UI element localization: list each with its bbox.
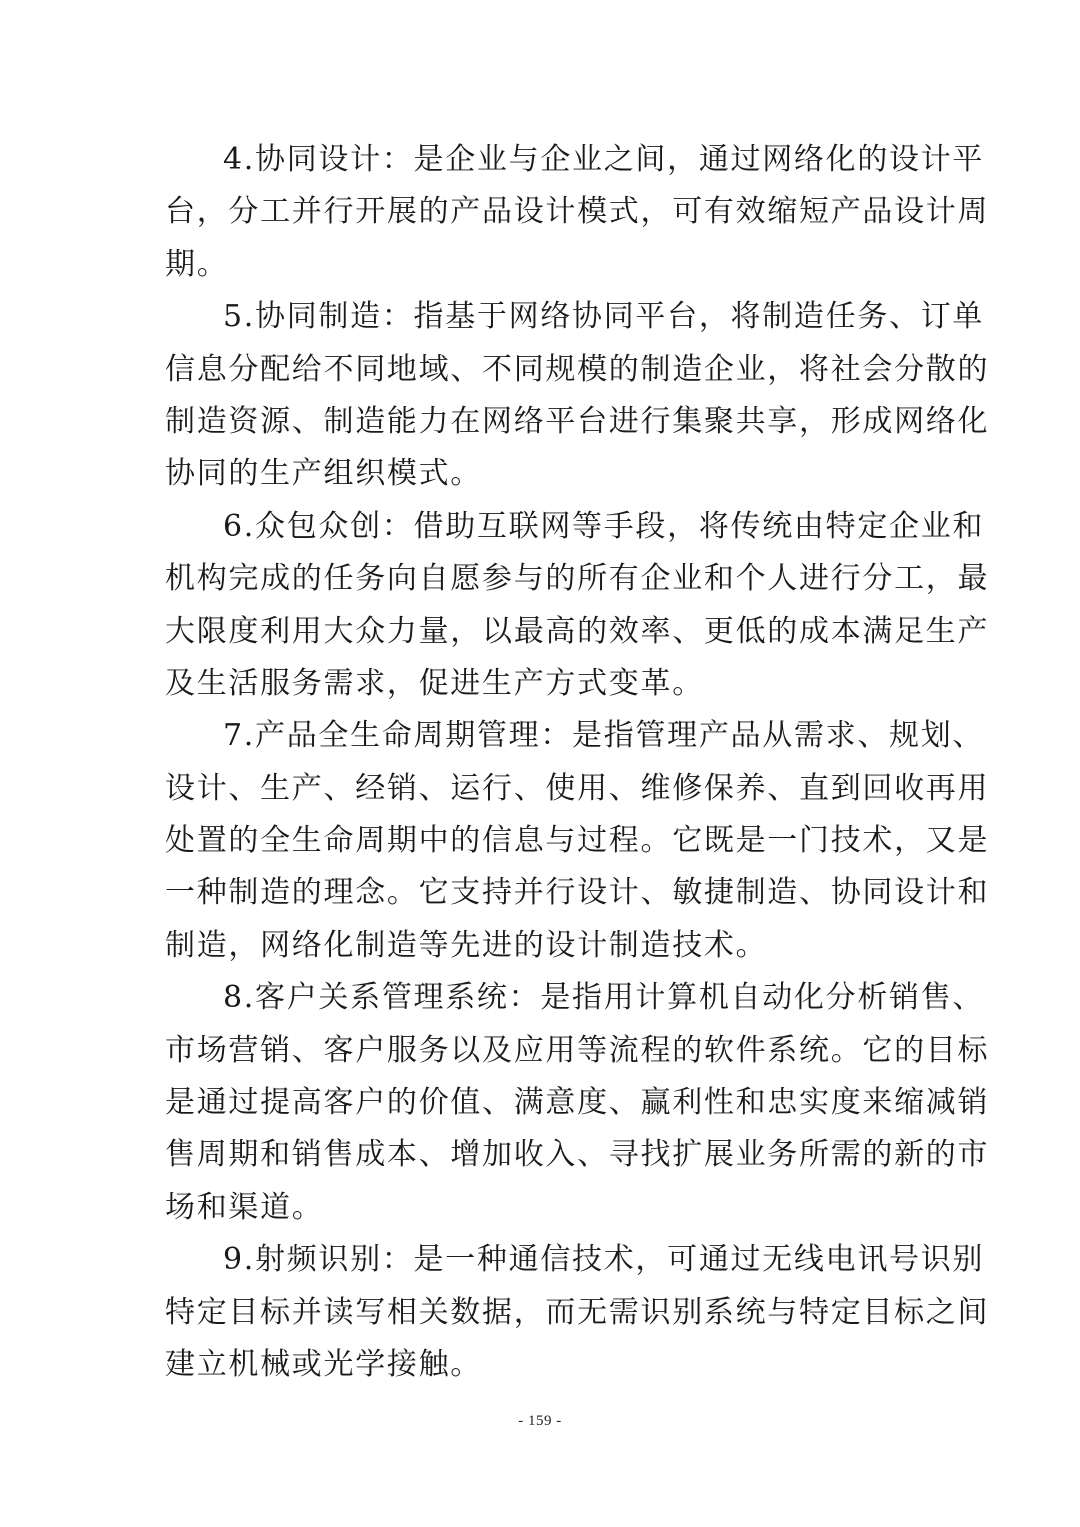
text-line: 一种制造的理念。它支持并行设计、敏捷制造、协同设计和 (165, 875, 990, 911)
text-line: 4.协同设计：是企业与企业之间，通过网络化的设计平 (223, 142, 985, 177)
paragraph-rfid (165, 1234, 990, 1391)
text-line: 信息分配给不同地域、不同规模的制造企业，将社会分散的 (165, 351, 990, 387)
text-line: 协同的生产组织模式。 (165, 456, 482, 492)
paragraph-crowdsourcing (165, 501, 990, 711)
text-line: 建立机械或光学接触。 (165, 1346, 482, 1382)
text-line: 8.客户关系管理系统：是指用计算机自动化分析销售、 (223, 980, 985, 1016)
page-number: - 159 - (518, 1413, 562, 1429)
paragraph-collaborative-design (165, 134, 990, 291)
text-line: 是通过提高客户的价值、满意度、赢利性和忠实度来缩减销 (165, 1085, 990, 1121)
text-line: 市场营销、客户服务以及应用等流程的软件系统。它的目标 (165, 1032, 990, 1068)
text-line: 机构完成的任务向自愿参与的所有企业和个人进行分工，最 (165, 561, 990, 597)
text-line: 制造，网络化制造等先进的设计制造技术。 (165, 927, 768, 963)
body-text (165, 134, 990, 1391)
paragraph-product-lifecycle-management (165, 710, 990, 972)
text-line: 处置的全生命周期中的信息与过程。它既是一门技术，又是 (165, 823, 990, 859)
paragraph-crm-system (165, 972, 990, 1234)
text-line: 6.众包众创：借助互联网等手段，将传统由特定企业和 (223, 508, 985, 544)
text-line: 及生活服务需求，促进生产方式变革。 (165, 665, 704, 701)
text-line: 5.协同制造：指基于网络协同平台，将制造任务、订单 (223, 299, 985, 335)
text-line: 制造资源、制造能力在网络平台进行集聚共享，形成网络化 (165, 403, 990, 439)
text-line: 大限度利用大众力量，以最高的效率、更低的成本满足生产 (165, 613, 990, 649)
text-line: 7.产品全生命周期管理：是指管理产品从需求、规划、 (223, 718, 985, 754)
text-line: 售周期和销售成本、增加收入、寻找扩展业务所需的新的市 (165, 1137, 990, 1173)
text-line: 9.射频识别：是一种通信技术，可通过无线电讯号识别 (223, 1242, 985, 1278)
text-line: 场和渠道。 (165, 1189, 324, 1225)
text-line: 台，分工并行开展的产品设计模式，可有效缩短产品设计周 (165, 194, 990, 230)
paragraph-collaborative-manufacturing (165, 291, 990, 501)
text-line: 期。 (165, 246, 229, 282)
text-line: 特定目标并读写相关数据，而无需识别系统与特定目标之间 (165, 1294, 990, 1330)
text-line: 设计、生产、经销、运行、使用、维修保养、直到回收再用 (165, 770, 990, 806)
